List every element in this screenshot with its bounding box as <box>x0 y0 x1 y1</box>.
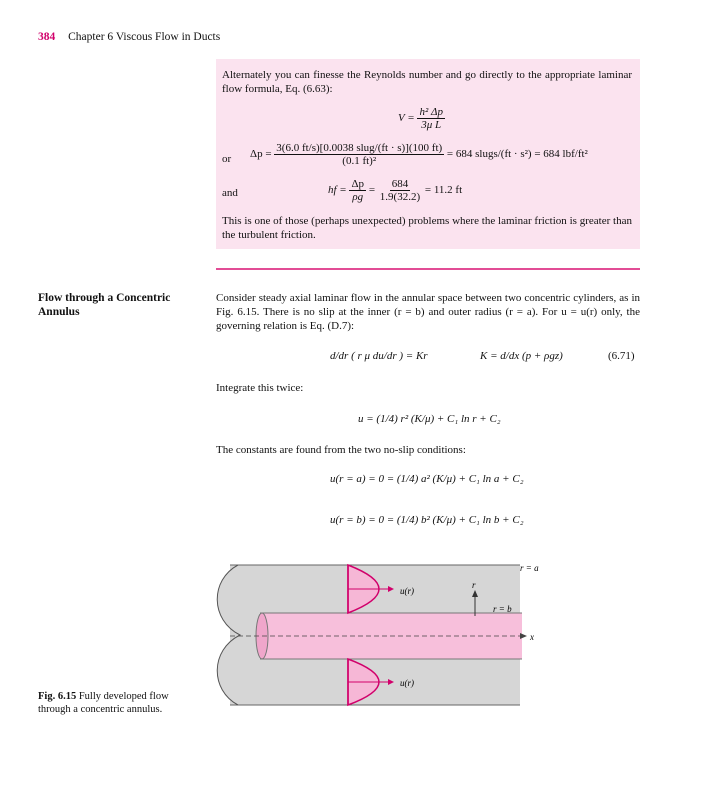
label-u-bottom: u(r) <box>400 678 414 688</box>
section-title <box>38 291 170 319</box>
dp-lhs: Δp = <box>250 148 272 161</box>
hf-result: = 11.2 ft <box>424 184 463 197</box>
hf-denominator-2: 1.9(32.2) <box>379 191 421 203</box>
figure-caption <box>38 690 188 716</box>
label-x: x <box>530 632 534 642</box>
label-r: r <box>472 580 476 590</box>
constants-text: The constants are found from the two no-slip conditions: <box>216 444 466 456</box>
v-lhs: V = <box>398 112 415 125</box>
label-u-top: u(r) <box>400 586 414 596</box>
hf-denominator-1: ρg <box>352 191 364 203</box>
caption-text: Fully developed flow through a concentric annulus. <box>38 691 169 715</box>
eq-integrated: u = (1/4) r² (K/μ) + C₁ ln r + C₂ <box>358 413 501 425</box>
hf-fraction-2 <box>378 178 422 203</box>
v-numerator: h² Δp <box>419 106 443 118</box>
dp-numerator: 3(6.0 ft/s)[0.0038 slug/(ft · s)](100 ft) <box>276 142 443 154</box>
eq-671-lhs: d/dr ( r μ du/dr ) = Kr <box>330 350 428 362</box>
dp-result: = 684 slugs/(ft · s²) = 684 lbf/ft² <box>446 148 588 161</box>
hf-lhs: hf = <box>328 184 347 197</box>
eq-671-k: K = d/dx (p + ρgz) <box>480 350 563 362</box>
section-title-line-2: Annulus <box>38 306 80 318</box>
page-header <box>38 31 220 43</box>
page-number: 384 <box>38 31 56 43</box>
head-loss-equation <box>328 178 462 203</box>
eq-bc-outer: u(r = a) = 0 = (1/4) a² (K/μ) + C₁ ln a + C₂ <box>330 473 524 485</box>
dp-fraction <box>274 142 444 167</box>
chapter-title: Chapter 6 Viscous Flow in Ducts <box>68 31 221 43</box>
section-divider <box>216 268 640 270</box>
section-title-line-1: Flow through a Concentric <box>38 292 171 304</box>
equation-number: (6.71) <box>608 350 635 362</box>
and-label: and <box>222 187 238 199</box>
annulus-figure <box>210 560 550 720</box>
eq-bc-inner: u(r = b) = 0 = (1/4) b² (K/μ) + C₁ ln b + C₂ <box>330 514 524 526</box>
hf-fraction-1 <box>349 178 366 203</box>
hf-equals: = <box>368 184 376 197</box>
v-denominator: 3μ L <box>421 119 442 131</box>
or-label: or <box>222 153 232 165</box>
hf-numerator-2: 684 <box>391 178 409 190</box>
label-r-equals-a: r = a <box>520 563 539 573</box>
v-fraction <box>417 106 445 131</box>
velocity-equation <box>398 106 445 131</box>
dp-denominator: (0.1 ft)² <box>342 155 377 167</box>
box-intro: Alternately you can finesse the Reynolds number and go directly to the appropriate laminar flow formula, Eq. (6.63): <box>222 69 632 95</box>
example-box <box>216 59 640 249</box>
integrate-text: Integrate this twice: <box>216 382 304 394</box>
label-r-equals-b: r = b <box>493 604 512 614</box>
x-axis-arrow <box>520 633 527 639</box>
pressure-equation <box>250 142 588 167</box>
box-closing: This is one of those (perhaps unexpected) problems where the laminar friction is greater than the turbulent friction. <box>222 215 632 241</box>
hf-numerator-1: Δp <box>351 178 365 190</box>
section-paragraph: Consider steady axial laminar flow in the annular space between two concentric cylinders, as in Fig. 6.15. There is no slip at the inner (r = b) and outer radius (r = a). For u = u(r) only, the governing relation is Eq. (D.7): <box>216 292 640 332</box>
caption-label: Fig. 6.15 <box>38 691 77 702</box>
